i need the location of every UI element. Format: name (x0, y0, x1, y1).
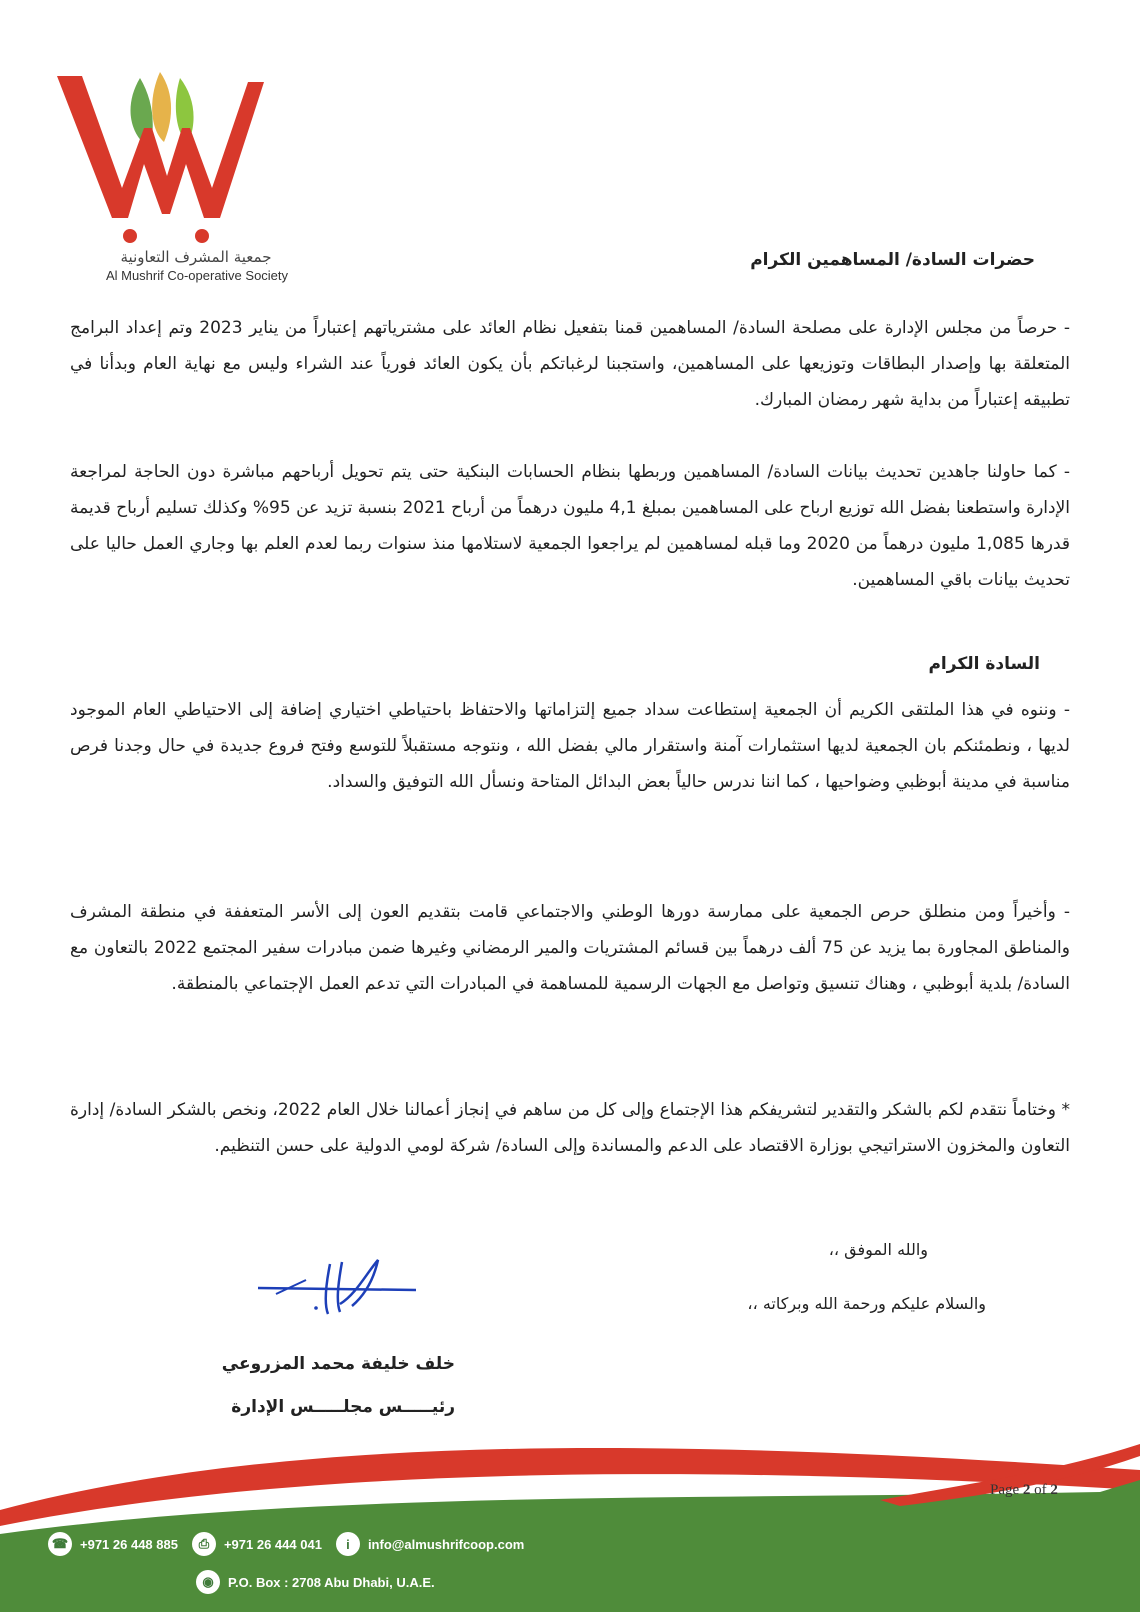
footer-band (0, 1430, 1140, 1612)
logo-name-english: Al Mushrif Co-operative Society (105, 268, 289, 283)
contact-phone (48, 1532, 178, 1556)
fax-number: +971 26 444 041 (223, 1536, 322, 1552)
society-logo (52, 68, 302, 288)
salutation: حضرات السادة/ المساهمين الكرام (750, 250, 1035, 270)
contact-email (336, 1532, 524, 1556)
email-address: info@almushrifcoop.com (367, 1536, 525, 1552)
contact-row (48, 1530, 538, 1558)
signer-title: رئيـــــس مجلـــــس الإدارة (231, 1397, 455, 1417)
phone-number: +971 26 448 885 (80, 1536, 178, 1552)
paragraph-3: - وننوه في هذا الملتقى الكريم أن الجمعية إستطاعت سداد جميع إلتزاماتها والاحتفاظ باحتياطي اختياري إضافة إلى الاحتياطي العام الموجود لديها ، ونطمئنكم بان الجمعية لديها استثمارات آمنة واستقرار مالي بفضل الله ، ونتوجه مستقبلاً للتوسع وفتح فروع جديدة في حال وجدنا فرص مناسبة في مدينة أبوظبي وضواحيها ، كما اننا ندرس حالياً بعض البدائل المتاحة ونسأل الله التوفيق والسداد. (70, 700, 1070, 792)
page-of-label: of (1034, 1482, 1047, 1498)
contact-fax (192, 1532, 322, 1556)
page-current: 2 (1022, 1482, 1031, 1498)
closing-line-2: والسلام عليكم ورحمة الله وبركاته ،، (747, 1294, 986, 1313)
paragraph-1: - حرصاً من مجلس الإدارة على مصلحة السادة/ المساهمين قمنا بتفعيل نظام العائد على مشترياتهم إعتباراً من يناير 2023 وتم إعداد البرامج المتعلقة بها وإصدار البطاقات وتوزيعها على المساهمين، واستجبنا لرغباتكم بأن يكون العائد فورياً عند الشراء وليس مع نهاية العام وبدأنا في تطبيقه إعتباراً من بداية شهر رمضان المبارك. (70, 318, 1070, 410)
location-pin-icon: ◉ (196, 1570, 220, 1594)
fax-icon: ⎙ (192, 1532, 216, 1556)
page-total: 2 (1050, 1482, 1058, 1498)
address-row (196, 1568, 435, 1596)
handwritten-signature (256, 1254, 426, 1324)
logo-name-arabic: جمعية المشرف التعاونية (120, 248, 272, 266)
section-heading: السادة الكرام (928, 654, 1040, 674)
logo-mark-icon (52, 68, 302, 248)
closing-line-1: والله الموفق ،، (828, 1240, 928, 1259)
paragraph-2: - كما حاولنا جاهدين تحديث بيانات السادة/ المساهمين وربطها بنظام الحسابات البنكية حتى يتم تحويل أرباحهم مباشرة دون الحاجة لمراجعة الإدارة واستطعنا بفضل الله توزيع ارباح على المساهمين بمبلغ 4,1 مليون درهماً من أرباح 2021 بنسبة تزيد عن 95% وكذلك تسليم أرباح قديمة قدرها 1,085 مليون درهماً من 2020 وما قبله لمساهمين لم يراجعوا الجمعية لاستلامها منذ سنوات ربما لعدم العلم بها وجاري العمل حاليا على تحديث بيانات باقي المساهمين. (70, 462, 1071, 590)
page-label: Page (990, 1482, 1020, 1498)
signer-name: خلف خليفة محمد المزروعي (221, 1354, 455, 1374)
phone-icon: ☎ (48, 1532, 72, 1556)
paragraph-5: * وختاماً نتقدم لكم بالشكر والتقدير لتشريفكم هذا الإجتماع وإلى كل من ساهم في إنجاز أعمالنا خلال العام 2022، ونخص بالشكر السادة/ إدارة التعاون والمخزون الاستراتيجي بوزارة الاقتصاد على الدعم والمساندة وإلى السادة/ شركة لومي الدولية على حسن التنظيم. (70, 1100, 1071, 1156)
postal-address: P.O. Box : 2708 Abu Dhabi, U.A.E. (228, 1574, 435, 1590)
page-number (990, 1482, 1058, 1499)
paragraph-4: - وأخيراً ومن منطلق حرص الجمعية على ممارسة دورها الوطني والاجتماعي قامت بتقديم العون إلى الأسر المتعففة في منطقة المشرف والمناطق المجاورة بما يزيد عن 75 ألف درهماً بين قسائم المشتريات والمير الرمضاني وغيرها ضمن مبادرات سفير المجتمع 2022 بالتعاون مع السادة/ بلدية أبوظبي ، وهناك تنسيق وتواصل مع الجهات الرسمية للمساهمة في المبادرات التي تدعم العمل الإجتماعي بالمنطقة. (70, 902, 1070, 994)
info-icon: i (336, 1532, 360, 1556)
